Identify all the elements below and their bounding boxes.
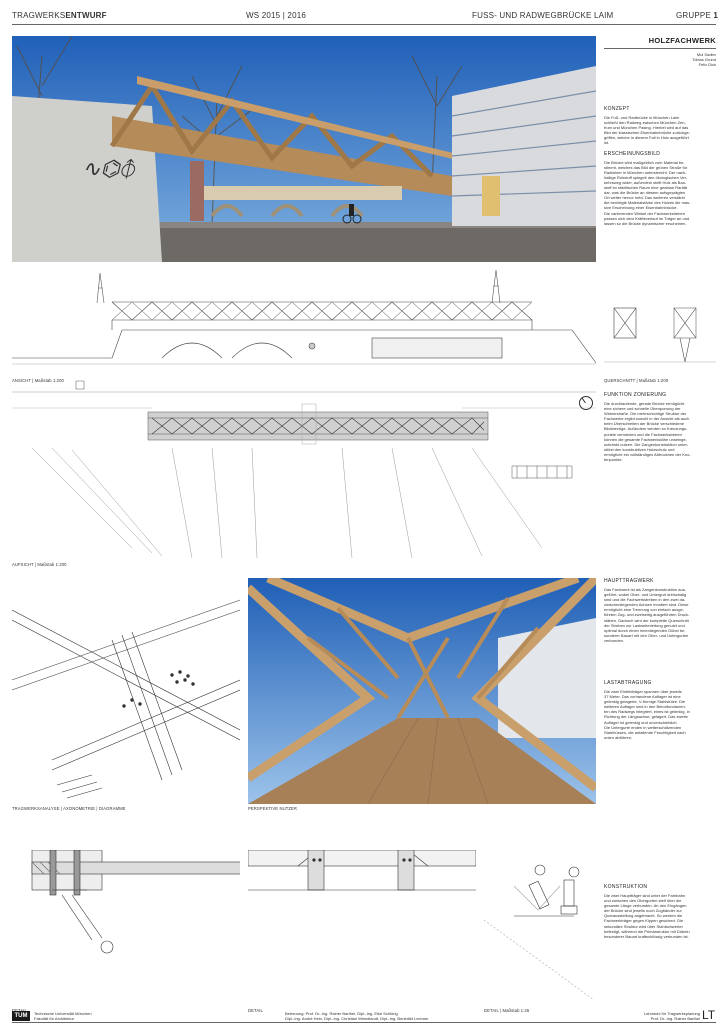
header-rule	[12, 24, 716, 25]
haupttragwerk-line: stäben. Dadurch wird der komplette Querschnitt	[604, 617, 689, 623]
erscheinung-line: lassen so die Brücke dynamischer erscheinen.	[604, 220, 687, 226]
haupttragwerk-line: zwischenliegenden Achsen montiert sind. Diese	[604, 602, 689, 608]
haupttragwerk-line: Das Fachwerk ist als Zangenkonstruktion aus-	[604, 587, 687, 592]
erscheinung-heading: ERSCHEINUNGSBILD	[604, 150, 661, 157]
svg-text:∿⌬⦽: ∿⌬⦽	[82, 156, 134, 181]
funktion-line: Die durchlaufende, gerade Brücke ermöglicht	[604, 401, 685, 406]
lastabtragung-line: Richtung der Längsachse, gelagert. Das zweite	[604, 714, 688, 720]
erscheinung-line: Die Brücke wird maßgeblich vom Material be-	[604, 159, 685, 165]
funktion-line: eine sichere und schnelle Überquerung der	[604, 406, 681, 412]
footer-university-line: Technische Universität München	[34, 1011, 92, 1016]
footer-lehrstuhl-line: Prof. Dr.-Ing. Rainer Barthel	[650, 1016, 700, 1022]
haupttragwerk-line: geführt, wobei Ober- und Untergurt dreischalig	[604, 592, 687, 598]
haupttragwerk-line: der Streben zur Lastweiterleitung genutzt und	[604, 622, 685, 628]
funktion-line: tenpunkte.	[604, 457, 623, 463]
erscheinung-line: passen sich dem Kräfteverlauf im Träger an und	[604, 215, 690, 221]
haupttragwerk-line: optimal durch einen innenliegenden Dübel be-	[604, 627, 686, 633]
funktion-line: Fachwerke ergibt sowohl in der Ansicht als auch	[604, 416, 690, 422]
konstruktion-line: gesamte Länge verbunden. An den Eingängen	[604, 903, 687, 909]
lt-logo: LT	[702, 1008, 716, 1022]
erscheinung-line: Radfahrer in München unterstreicht. Der nach-	[604, 169, 687, 175]
lastabtragung-line: unten abführen.	[604, 734, 633, 740]
caption-detail-2: DETAIL	[248, 1008, 263, 1013]
axonometry-drawing	[12, 580, 240, 802]
erscheinung-line: Die variierenden Winkel der Fachwerkstreben	[604, 210, 685, 216]
lastabtragung-line: weiteren Auflager sind in den Betonfundamen-	[604, 704, 687, 710]
detail-drawing-1	[12, 850, 240, 968]
caption-ansicht: ANSICHT | Maßstab 1:200	[12, 378, 64, 383]
funktion-line: beim Überschreiten der Brücke verschiedene	[604, 421, 685, 427]
haupttragwerk-line: ermöglicht eine Trennung von einfach ausge-	[604, 607, 685, 613]
lastabtragung-line: 37 Meter. Das vorhandene Auflager ist eine	[604, 694, 681, 700]
footer-betreuung-line: Betreuung: Prof. Dr.-Ing. Rainer Barthel, Dipl.-Ing. Elke Schlörig	[285, 1011, 398, 1016]
erscheinung-line: stoff im städtischen Raum eine gewisse Rarität	[604, 185, 688, 191]
footer-university	[34, 1011, 92, 1021]
plan-drawing	[12, 378, 596, 560]
lastabtragung-line: ten des Radwegs integriert, eines ist gelenkig, in	[604, 709, 690, 715]
funktion-line: können die gesamte Fachwerkstöhe unseinge-	[604, 436, 687, 442]
konstruktion-line: befestigt, während die Primärstruktur mit Dübeln	[604, 928, 690, 934]
caption-perspektive: PERSPEKTIVE NUTZER	[248, 806, 298, 811]
header-title-prefix: TRAGWERKS	[12, 11, 66, 20]
konzept-heading: KONZEPT	[604, 106, 630, 112]
haupttragwerk-heading: HAUPTTRAGWERK	[604, 578, 654, 584]
konzept-line: trum und München Pasing. Hierbei wird auf das	[604, 125, 689, 131]
caption-tragwerk: TRAGWERKSANALYSE | AXONOMETRIE | DIAGRAMME	[12, 806, 126, 811]
caption-detail-3: DETAIL | Maßstab 1:25	[484, 1008, 530, 1013]
konzept-line: griffen, welche in diesem Fall in Holz ausgeführt	[604, 135, 689, 141]
konstruktion-line: Fachwerkträger gegen Kippen gesichert. Die	[604, 918, 684, 924]
title-rule	[604, 48, 716, 49]
header-semester: WS 2015 | 2016	[246, 11, 307, 20]
konstruktion-heading: KONSTRUKTION	[604, 884, 648, 890]
haupttragwerk-line: sind und die Fachwerkstreben in den zwei da-	[604, 597, 686, 603]
funktion-line: Widnerstraße. Die mehrschichtige Struktur der	[604, 411, 687, 417]
detail-drawing-2	[248, 850, 476, 968]
lastabtragung-line: Die Untergurte enden in wetterschützenden	[604, 724, 682, 730]
north-arrow-icon	[579, 396, 593, 410]
erscheinung-line: die benötigte Materialstärke des Holzes die mas-	[604, 200, 691, 206]
detail-drawing-3	[484, 850, 596, 1000]
haupttragwerk-line: sonderer Bauart mit den Ober- und Untergurten	[604, 632, 689, 638]
funktion-line: ermöglicht ein vollständiges Abtrocknen der Kno-	[604, 451, 691, 457]
author-3: Felix Dick	[698, 62, 716, 68]
author-2: Tobias Grund	[692, 57, 716, 63]
konstruktion-line: Die zwei Hauptträger sind unter der Fahrbahn	[604, 893, 686, 898]
haupttragwerk-line: führten Zug- und zweiseitig ausgeführten Druck-	[604, 612, 690, 618]
text-konstruktion	[604, 884, 720, 939]
perspective-photo	[248, 578, 596, 804]
footer-lehrstuhl-line: Lehrstuhl für Tragwerksplanung	[643, 1011, 700, 1016]
funktion-line: punkte vermieden und die Fachwerkstreben	[604, 431, 682, 437]
header-group-label: GRUPPE	[676, 11, 714, 20]
konstruktion-line: sekundäre Struktur wird über Stahlschwerter	[604, 923, 683, 929]
konstruktion-line: und zwischen den Obergurten steif über die	[604, 898, 682, 904]
author-1: Mui Sadler	[696, 52, 716, 57]
funktion-heading: FUNKTION ZONIERUNG	[604, 392, 667, 398]
erscheinung-line: haltige Rohstoff spiegelt den ökologischen Ver-	[604, 174, 688, 180]
funktion-line: stützt den konstruktiven Holzschutz und	[604, 446, 675, 452]
text-lastabtragung	[604, 680, 720, 740]
funktion-line: Blickbezüge. Außerdem werden so Kreuzungs-	[604, 426, 688, 432]
erscheinung-line: kehrsweg wider, außerdem stellt Holz als Bau-	[604, 179, 687, 185]
erscheinung-line: stimmt, welches das Bild der grünen Straße für	[604, 164, 688, 170]
cross-section-drawing	[604, 300, 716, 372]
header-group	[676, 11, 718, 20]
project-title: HOLZFACHWERK	[648, 36, 716, 45]
footer-betreuung	[285, 1011, 429, 1021]
text-konzept	[604, 106, 720, 226]
lastabtragung-heading: LASTABTRAGUNG	[604, 680, 652, 686]
footer-lehrstuhl	[632, 1011, 700, 1021]
konzept-line: schließt den Radweg zwischen München Zen-	[604, 120, 686, 126]
erscheinung-line: dar, was die Brücke an diesem aufsgeprägten	[604, 190, 686, 196]
lastabtragung-line: Stahlhüssen, die anfallende Feuchtigkeit nach	[604, 729, 686, 735]
header-group-number: 1	[713, 11, 719, 20]
tum-logo: TUM	[12, 1011, 30, 1021]
footer-university-line: Fakultät für Architektur	[34, 1016, 75, 1022]
lastabtragung-line: Die zwei Einfeldträger spannen über jeweils	[604, 689, 682, 694]
haupttragwerk-line: verbunden.	[604, 637, 625, 643]
konstruktion-line: Queraussteifung angebracht. So werden die	[604, 913, 683, 919]
header-project: FUSS- UND RADWEGBRÜCKE LAIM	[472, 11, 614, 20]
footer-betreuung-line: Dipl.-Ing. André Hein, Dipl.-Ing. Christian Weindlandt, Dipl.-Ing. Benedikt Lechner	[285, 1016, 429, 1022]
text-haupttragwerk	[604, 578, 720, 643]
header-title-suffix: ENTWURF	[65, 11, 107, 20]
elevation-drawing	[12, 268, 596, 372]
konzept-line: Die Fuß- und Radbrücke in München Laim	[604, 115, 680, 120]
lastabtragung-line: Auflager ist gelenkig und unverschieblich.	[604, 719, 678, 725]
caption-querschnitt: QUERSCHNITT | Maßstab 1:200	[604, 378, 669, 383]
erscheinung-line: Ort weiter hervor hebt. Das weiteren verstärkt	[604, 195, 685, 201]
bridge-photo	[12, 36, 596, 262]
lastabtragung-line: gelenkig gelagerte, V-förmige Stahlstütze. Die	[604, 699, 686, 705]
erscheinung-line: sive Erscheinung einer Eisenbahnbrücke.	[604, 205, 678, 211]
konstruktion-line: besonderer Bauart kraftschlüssig verbunden ist.	[604, 933, 689, 939]
text-funktion	[604, 392, 720, 462]
konzept-line: Bild der klassischen Eisenbahnbrücke zurückge-	[604, 130, 691, 136]
footer-rule	[12, 1022, 716, 1023]
konzept-line: ist.	[604, 140, 610, 146]
header-left	[12, 11, 107, 20]
funktion-line: schränkt nutzen. Die Zangenkonstruktion unter-	[604, 441, 689, 447]
caption-aufsicht: AUFSICHT | Maßstab 1:200	[12, 562, 67, 567]
konstruktion-line: der Brücke sind jeweils noch Zugbänder zur	[604, 908, 682, 914]
title-block	[604, 36, 716, 67]
